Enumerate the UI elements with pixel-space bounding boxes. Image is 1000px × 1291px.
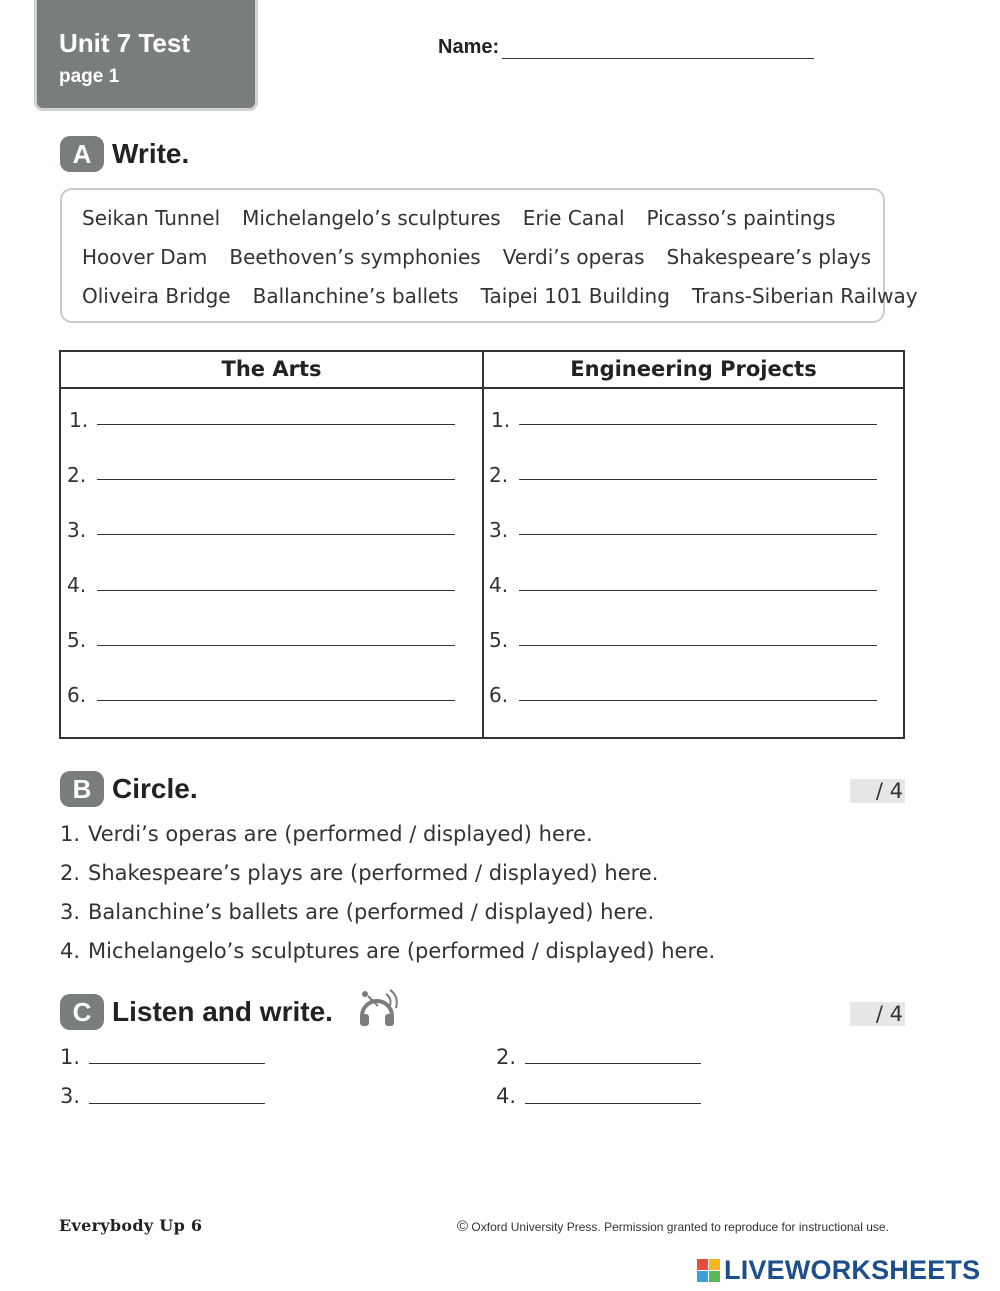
logo-block bbox=[709, 1271, 720, 1282]
engineering-answer-5[interactable] bbox=[519, 645, 877, 646]
question-number: 4. bbox=[60, 939, 81, 963]
word-item: Oliveira Bridge bbox=[82, 284, 231, 308]
page-label: page 1 bbox=[59, 66, 120, 87]
section-c-score: / 4 bbox=[850, 1002, 905, 1026]
engineering-answer-6[interactable] bbox=[519, 700, 877, 701]
word-item: Hoover Dam bbox=[82, 245, 208, 269]
logo-block bbox=[697, 1259, 708, 1270]
listen-number: 2. bbox=[496, 1045, 517, 1069]
word-item: Seikan Tunnel bbox=[82, 206, 221, 230]
word-bank bbox=[60, 188, 918, 323]
word-bank-row bbox=[82, 284, 940, 310]
engineering-row-number: 5. bbox=[489, 628, 509, 652]
logo-block bbox=[697, 1271, 708, 1282]
logo-block bbox=[709, 1259, 720, 1270]
engineering-row-number: 6. bbox=[489, 683, 509, 707]
the-arts-header: The Arts bbox=[221, 357, 322, 381]
arts-answer-3[interactable] bbox=[97, 534, 455, 535]
audio-icon[interactable] bbox=[356, 986, 402, 1028]
copyright-text: Oxford University Press. Permission granted to reproduce for instructional use. bbox=[471, 1220, 889, 1234]
listen-answer-4[interactable] bbox=[525, 1103, 701, 1104]
arts-row-number: 2. bbox=[67, 463, 87, 487]
logo-blocks-icon bbox=[697, 1259, 720, 1282]
circle-question[interactable] bbox=[60, 822, 593, 846]
arts-answer-2[interactable] bbox=[97, 479, 455, 480]
question-number: 1. bbox=[60, 822, 81, 846]
section-b-badge: B bbox=[60, 771, 104, 807]
liveworksheets-logo[interactable] bbox=[697, 1255, 980, 1285]
section-c-badge: C bbox=[60, 994, 104, 1030]
engineering-row-number: 3. bbox=[489, 518, 509, 542]
word-item: Taipei 101 Building bbox=[480, 284, 670, 308]
word-item: Beethoven’s symphonies bbox=[229, 245, 481, 269]
table-divider bbox=[482, 352, 484, 737]
arts-answer-5[interactable] bbox=[97, 645, 455, 646]
word-item: Michelangelo’s sculptures bbox=[242, 206, 501, 230]
arts-row-number: 3. bbox=[67, 518, 87, 542]
question-text: Michelangelo’s sculptures are (performed / displayed) here. bbox=[88, 939, 716, 963]
arts-answer-6[interactable] bbox=[97, 700, 455, 701]
logo-text: LIVEWORKSHEETS bbox=[724, 1254, 981, 1285]
engineering-row-number: 2. bbox=[489, 463, 509, 487]
engineering-answer-2[interactable] bbox=[519, 479, 877, 480]
arts-row-number: 6. bbox=[67, 683, 87, 707]
arts-answer-1[interactable] bbox=[97, 424, 455, 425]
arts-row-number: 1. bbox=[69, 408, 89, 432]
copyright-symbol: © bbox=[457, 1218, 469, 1235]
question-number: 3. bbox=[60, 900, 81, 924]
name-field[interactable] bbox=[502, 58, 814, 59]
engineering-row-number: 1. bbox=[491, 408, 511, 432]
name-label: Name: bbox=[438, 36, 500, 58]
word-bank-row bbox=[82, 206, 858, 232]
arts-answer-4[interactable] bbox=[97, 590, 455, 591]
listen-answer-3[interactable] bbox=[89, 1103, 265, 1104]
arts-row-number: 4. bbox=[67, 573, 87, 597]
question-text: Balanchine’s ballets are (performed / displayed) here. bbox=[88, 900, 655, 924]
word-item: Ballanchine’s ballets bbox=[252, 284, 459, 308]
circle-question[interactable] bbox=[60, 939, 715, 963]
circle-question[interactable] bbox=[60, 900, 654, 924]
word-item: Shakespeare’s plays bbox=[666, 245, 872, 269]
engineering-header: Engineering Projects bbox=[570, 357, 817, 381]
word-bank-row bbox=[82, 245, 893, 271]
word-item: Trans-Siberian Railway bbox=[691, 284, 918, 308]
engineering-row-number: 4. bbox=[489, 573, 509, 597]
section-a-badge: A bbox=[60, 136, 104, 172]
listen-answer-2[interactable] bbox=[525, 1063, 701, 1064]
listen-number: 3. bbox=[60, 1084, 81, 1108]
listen-number: 4. bbox=[496, 1084, 517, 1108]
word-item: Verdi’s operas bbox=[502, 245, 645, 269]
listen-number: 1. bbox=[60, 1045, 81, 1069]
book-title: Everybody Up 6 bbox=[59, 1216, 203, 1235]
question-number: 2. bbox=[60, 861, 81, 885]
engineering-answer-4[interactable] bbox=[519, 590, 877, 591]
unit-header-tab bbox=[37, 0, 255, 108]
section-b-score: / 4 bbox=[850, 779, 905, 803]
word-item: Erie Canal bbox=[522, 206, 625, 230]
copyright-notice bbox=[457, 1218, 889, 1235]
question-text: Shakespeare’s plays are (performed / displayed) here. bbox=[88, 861, 659, 885]
listen-answer-1[interactable] bbox=[89, 1063, 265, 1064]
circle-question[interactable] bbox=[60, 861, 658, 885]
word-item: Picasso’s paintings bbox=[646, 206, 836, 230]
table-header-line bbox=[61, 387, 903, 389]
unit-title: Unit 7 Test bbox=[59, 28, 190, 58]
section-c-title: Listen and write. bbox=[112, 996, 333, 1027]
engineering-answer-1[interactable] bbox=[519, 424, 877, 425]
section-a-title: Write. bbox=[112, 138, 190, 169]
engineering-answer-3[interactable] bbox=[519, 534, 877, 535]
section-b-title: Circle. bbox=[112, 773, 198, 804]
arts-row-number: 5. bbox=[67, 628, 87, 652]
sorting-table bbox=[59, 350, 905, 739]
question-text: Verdi’s operas are (performed / displayed) here. bbox=[88, 822, 593, 846]
